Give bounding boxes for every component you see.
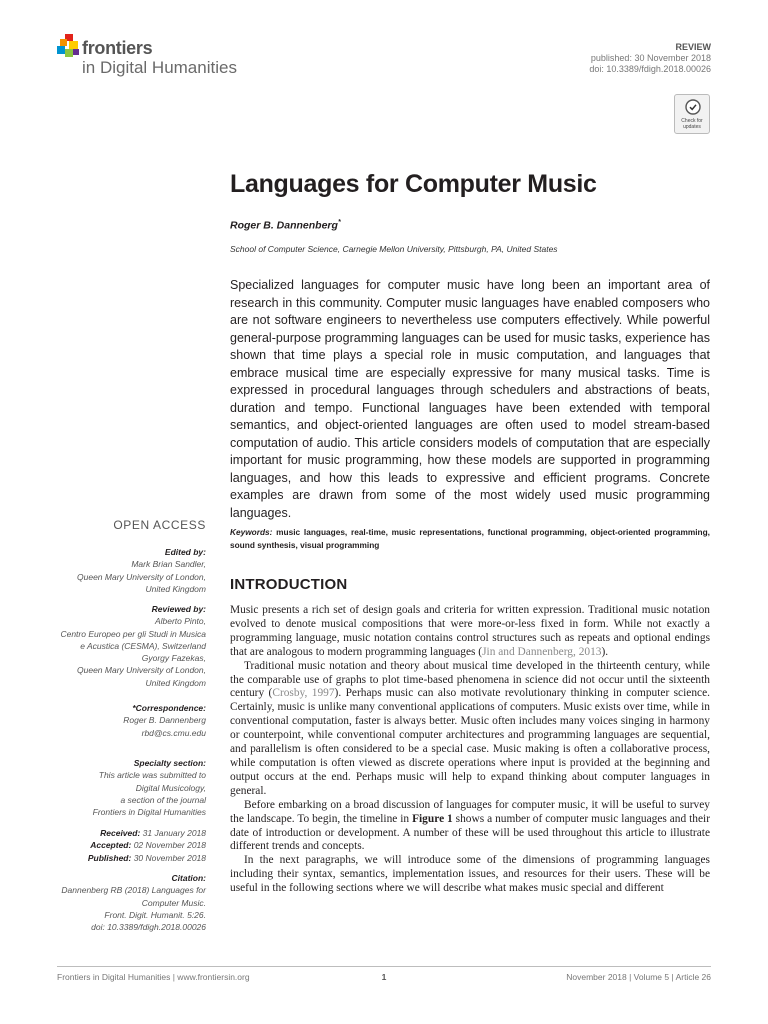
article-type: REVIEW (675, 42, 711, 52)
published-label: Published: (87, 852, 132, 863)
reviewer-line: e Acustica (CESMA), Switzerland (80, 640, 206, 651)
paragraph-text: Music presents a rich set of design goals and criteria for written expression. Traditional music notation evolved to denote musical compositions that were more-or-less fixed in form. While not exactly a programming language, music notation contains control structures such as repeats and optional endings that are analogous to modern programming languages ( (230, 604, 710, 658)
logo-wordmark: frontiers (82, 38, 153, 58)
citation-line: Computer Music. (141, 897, 206, 908)
section-heading-introduction: INTRODUCTION (230, 576, 348, 593)
check-badge-line1: Check for (681, 118, 703, 124)
paragraph-text: shows a number of computer music languages and their date of introduction or development. A number of these will be used throughout this article to illustrate different trends and concepts. (230, 812, 710, 853)
published-date: published: 30 November 2018 (590, 53, 711, 63)
open-access-label: OPEN ACCESS (113, 518, 206, 532)
published-value: 30 November 2018 (133, 852, 206, 863)
reviewer-line: Queen Mary University of London, (77, 665, 206, 676)
edited-by-heading: Edited by: (164, 547, 206, 557)
received-date (20, 827, 206, 839)
dates-block (20, 827, 206, 864)
footer-issue-info: November 2018 | Volume 5 | Article 26 (566, 972, 711, 982)
paragraph-text: In the next paragraphs, we will introduce some of the dimensions of programming languages including their syntax, semantics, implementation issues, and resources for their users. These will be useful in the following sections where we will describe what makes music special and different (230, 854, 710, 895)
received-value: 31 January 2018 (142, 828, 206, 838)
reviewer-line: United Kingdom (145, 677, 206, 688)
editor-line: United Kingdom (145, 583, 206, 594)
doi-link[interactable]: doi: 10.3389/fdigh.2018.00026 (589, 64, 711, 74)
paragraph (230, 660, 710, 799)
check-for-updates-button[interactable] (674, 94, 710, 134)
page-number: 1 (381, 972, 387, 982)
citation-heading: Citation: (171, 873, 206, 883)
editor-line: Mark Brian Sandler, (131, 559, 206, 570)
correspondence-email[interactable]: rbd@cs.cmu.edu (141, 727, 206, 738)
citation-doi[interactable]: doi: 10.3389/fdigh.2018.00026 (91, 922, 206, 933)
edited-by-block (20, 546, 206, 595)
accepted-label: Accepted: (90, 840, 132, 851)
specialty-line: Frontiers in Digital Humanities (92, 807, 206, 818)
footer-journal-link[interactable]: Frontiers in Digital Humanities | www.frontiersin.org (57, 972, 250, 982)
citation-link[interactable]: Jin and Dannenberg, 2013 (482, 645, 602, 658)
correspondence-heading: *Correspondence: (132, 703, 206, 713)
citation-link[interactable]: Crosby, 1997 (272, 687, 335, 700)
footer-divider (57, 966, 711, 967)
article-title: Languages for Computer Music (230, 170, 597, 198)
specialty-section-block (20, 757, 206, 818)
check-badge-label (675, 118, 709, 130)
reviewer-line: Alberto Pinto, (154, 616, 206, 627)
specialty-line: a section of the journal (120, 794, 206, 805)
keywords-label: Keywords: (230, 527, 273, 537)
check-updates-icon (685, 99, 701, 115)
author-mark: * (337, 219, 341, 226)
citation-line: Dannenberg RB (2018) Languages for (61, 885, 206, 896)
paragraph-text: Traditional music notation and theory about musical time developed in the thirteenth century, while the comparable use of graphs to plot time-based phenomena in science did not occur until the sixteenth century ( (230, 659, 710, 700)
accepted-value: 02 November 2018 (133, 840, 206, 851)
author-affiliation: School of Computer Science, Carnegie Mellon University, Pittsburgh, PA, United States (230, 244, 558, 254)
paragraph (230, 854, 710, 896)
specialty-line: This article was submitted to (98, 770, 206, 781)
abstract: Specialized languages for computer music have long been an important area of research in this community. Computer music languages have enabled composers who are not software engineers to nevertheless use computers effectively. While powerful general-purpose programming languages can be used for music tasks, experience has shown that time plays a special role in music computation, and languages that embrace musical time are especially expressive for many musical tasks. Time is expressed in procedural languages through schedulers and abstractions of beats, duration and tempo. Functional languages have been extended with temporal semantics, and object-oriented languages are often used to model stream-based computation of audio. This article considers models of computation that are especially important for music programming, how these models are supported in programming languages, and how this leads to expressive and efficient programs. Concrete examples are drawn from some of the most widely used music programming languages. (230, 278, 710, 520)
keywords-list: music languages, real-time, music representations, functional programming, object-oriented programming, sound synthesis, visual programming (230, 527, 710, 550)
reviewed-by-block (20, 603, 206, 689)
paragraph-text: Before embarking on a broad discussion of languages for computer music, it will be useful to survey the landscape. To begin, the timeline in (230, 798, 710, 825)
paragraph (230, 604, 710, 660)
author-name-text: Roger B. Dannenberg (230, 219, 338, 232)
body-text (230, 604, 710, 896)
check-badge-line2: updates (683, 124, 701, 130)
citation-line: Front. Digit. Humanit. 5:26. (104, 909, 206, 920)
specialty-heading: Specialty section: (133, 758, 206, 768)
reviewer-line: Gyorgy Fazekas, (141, 653, 206, 664)
citation-block (20, 872, 206, 933)
accepted-date (20, 839, 206, 851)
keywords (230, 526, 710, 552)
author-name[interactable] (230, 219, 341, 232)
editor-line: Queen Mary University of London, (77, 571, 206, 582)
paragraph-text: ). (601, 645, 609, 658)
received-label: Received: (100, 828, 141, 838)
reviewed-by-heading: Reviewed by: (151, 604, 206, 614)
specialty-line: Digital Musicology, (135, 782, 206, 793)
frontiers-logo-icon (57, 34, 81, 60)
journal-name: in Digital Humanities (82, 58, 237, 77)
correspondence-block (20, 702, 206, 739)
paragraph-text: ). Perhaps music can also motivate revolutionary thinking in computer science. Certainly, music is unlike many conventional applications of computers. Music exists over time, while in conventional computation, faster is always better. Music often includes many voices singing in harmony or counterpoint, while conventional computer architectures and programming languages are sequential, and parallelism is often considered to be a special case. Music making is often a collaborative process, while computation is often viewed as discrete operations where input is provided at the beginning and output occurs at the end. Perhaps music will help to expand thinking about computer languages in general. (230, 687, 710, 797)
paragraph (230, 799, 710, 855)
article-meta (589, 42, 711, 75)
published-date-side (20, 852, 206, 864)
reviewer-line: Centro Europeo per gli Studi in Musica (60, 628, 206, 639)
figure-link[interactable]: Figure 1 (412, 812, 453, 825)
correspondence-name: Roger B. Dannenberg (123, 715, 206, 726)
